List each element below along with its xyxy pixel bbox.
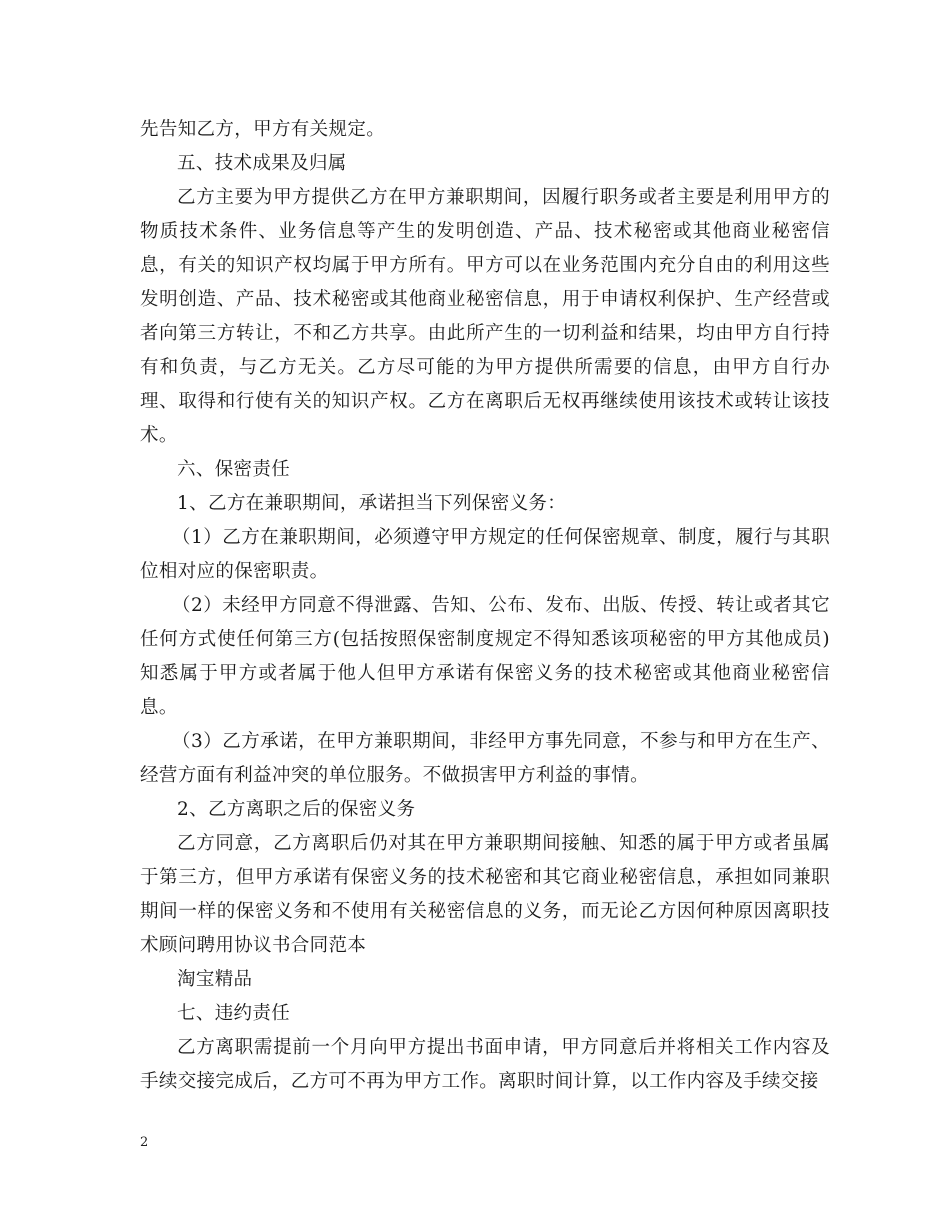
section-heading-confidentiality: 六、保密责任 bbox=[177, 459, 291, 480]
subheading-confidentiality-after-departure: 2、乙方离职之后的保密义务 bbox=[177, 799, 416, 820]
page-number: 2 bbox=[140, 1135, 149, 1150]
paragraph-liability: 乙方离职需提前一个月向甲方提出书面申请，甲方同意后并将相关工作内容及手续交接完成后，乙方可不再为甲方工作。离职时间计算，以工作内容及手续交接 bbox=[140, 1037, 830, 1092]
section-heading-technical-results: 五、技术成果及归属 bbox=[177, 153, 347, 174]
paragraph-confidentiality-after-departure: 乙方同意，乙方离职后仍对其在甲方兼职期间接触、知悉的属于甲方或者虽属于第三方，但甲方承诺有保密义务的技术秘密和其它商业秘密信息，承担如同兼职期间一样的保密义务和不使用有关秘密信息的义务，而无论乙方因何种原因离职技术顾问聘用协议书合同范本 bbox=[140, 833, 830, 956]
document-body bbox=[140, 113, 830, 1099]
list-item-confidentiality-3: （3）乙方承诺，在甲方兼职期间，非经甲方事先同意，不参与和甲方在生产、经营方面有利益冲突的单位服务。不做损害甲方利益的事情。 bbox=[140, 731, 830, 786]
paragraph-watermark-text: 淘宝精品 bbox=[177, 969, 253, 990]
list-item-confidentiality-1: （1）乙方在兼职期间，必须遵守甲方规定的任何保密规章、制度，履行与其职位相对应的保密职责。 bbox=[140, 527, 830, 582]
paragraph-technical-results: 乙方主要为甲方提供乙方在甲方兼职期间，因履行职务或者主要是利用甲方的物质技术条件、业务信息等产生的发明创造、产品、技术秘密或其他商业秘密信息，有关的知识产权均属于甲方所有。甲方可以在业务范围内充分自由的利用这些发明创造、产品、技术秘密或其他商业秘密信息，用于申请权利保护、生产经营或者向第三方转让，不和乙方共享。由此所产生的一切利益和结果，均由甲方自行持有和负责，与乙方无关。乙方尽可能的为甲方提供所需要的信息，由甲方自行办理、取得和行使有关的知识产权。乙方在离职后无权再继续使用该技术或转让该技术。 bbox=[140, 187, 830, 446]
subheading-confidentiality-during-employment: 1、乙方在兼职期间，承诺担当下列保密义务： bbox=[177, 493, 567, 514]
paragraph-continuation: 先告知乙方，甲方有关规定。 bbox=[140, 119, 386, 140]
section-heading-liability: 七、违约责任 bbox=[177, 1003, 291, 1024]
list-item-confidentiality-2: （2）未经甲方同意不得泄露、告知、公布、发布、出版、传授、转让或者其它任何方式使任何第三方(包括按照保密制度规定不得知悉该项秘密的甲方其他成员)知悉属于甲方或者属于他人但甲方承诺有保密义务的技术秘密或其他商业秘密信息。 bbox=[140, 595, 830, 718]
